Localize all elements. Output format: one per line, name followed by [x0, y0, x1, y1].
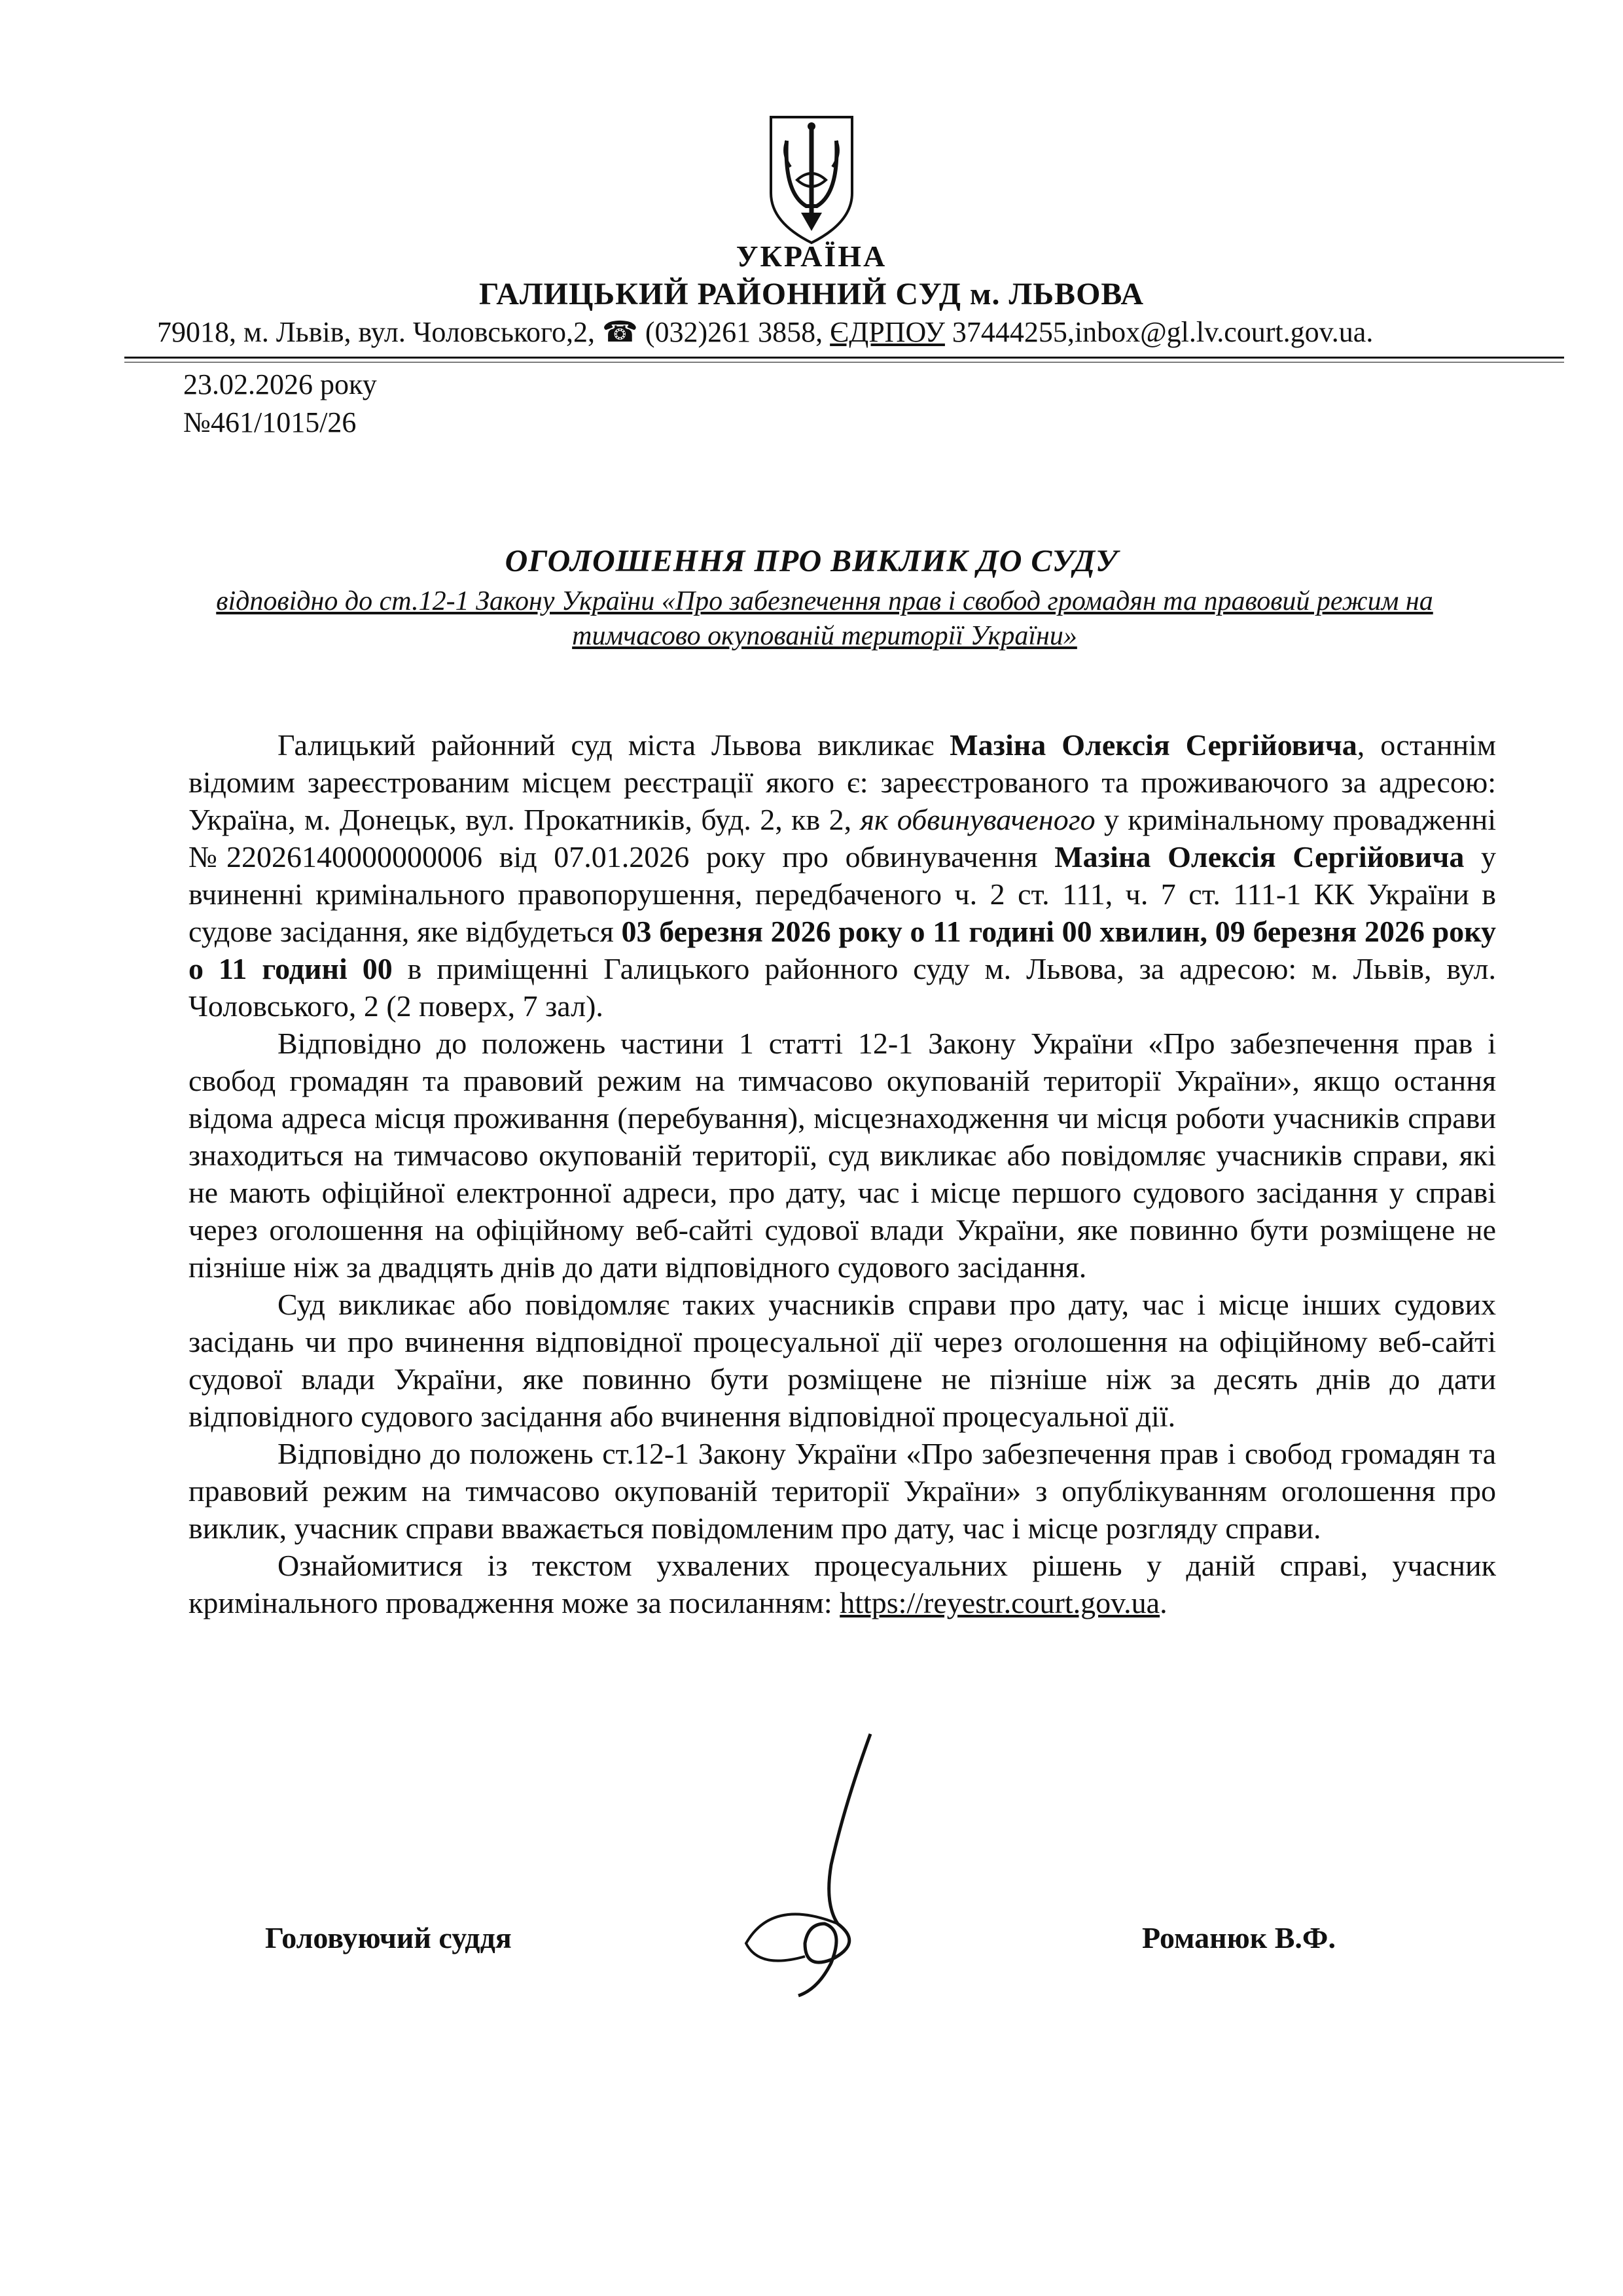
header-edrpou-email: 37444255,inbox@gl.lv.court.gov.ua. [944, 316, 1374, 348]
presiding-judge-name: Романюк В.Ф. [1142, 1921, 1336, 1954]
p1-text-g: у вчиненні кримінального правопорушення, передбаченого ч. 2 ст. 111, ч. 7 ст. 111-1 КК України в судове засідання, яке відбудеться [188, 840, 1496, 948]
p1-text-c: , останнім відомим зареєстрованим місцем реєстрації якого є: зареєстрованого та проживаючого за адресою: Україна, м. Донецьк, вул. Прокатників, буд. 2, кв 2, [188, 728, 1496, 836]
trident-coat-of-arms-icon [767, 115, 856, 245]
notice-body [188, 726, 1496, 1621]
header-divider [124, 357, 1564, 359]
header-phone: (032)261 3858, [645, 316, 830, 348]
p5-text-a: Ознайомитися із текстом ухвалених процесуальних рішень у даній справі, учасник кримінального провадження може за посиланням: [188, 1549, 1496, 1619]
p1-text-a: Галицький районний суд міста Львова викликає [277, 728, 950, 762]
paragraph-summons [188, 726, 1496, 1025]
notice-title: ОГОЛОШЕННЯ ПРО ВИКЛИК ДО СУДУ [505, 544, 1118, 578]
telephone-icon: ☎ [602, 316, 638, 348]
header-address: 79018, м. Львів, вул. Чоловського,2, [157, 316, 603, 348]
accused-name-2: Мазіна Олексія Сергійовича [1054, 840, 1465, 874]
accused-name: Мазіна Олексія Сергійовича [950, 728, 1357, 762]
registry-link[interactable]: https://reyestr.court.gov.ua [840, 1586, 1160, 1619]
paragraph-notification-effect: Відповідно до положень ст.12-1 Закону України «Про забезпечення прав і свобод громадян та правовий режим на тимчасово окупованій території України» з опублікуванням оголошення про виклик, учасник справи вважається повідомленим про дату, час і місце розгляду справи. [188, 1437, 1496, 1545]
p1-role: як обвинуваченого [860, 803, 1096, 836]
document-reg-number: №461/1015/26 [183, 406, 357, 438]
paragraph-law-reference: Відповідно до положень частини 1 статті 12-1 Закону України «Про забезпечення прав і свобод громадян та правовий режим на тимчасово окупованій території України», якщо остання відома адреса місця проживання (перебування), місцезнаходження чи місця роботи учасників справи знаходиться на тимчасово окупованій території, суд викликає або повідомляє учасників справи, які не мають офіційної електронної адреси, про дату, час і місце першого судового засідання у справі через оголошення на офіційному веб-сайті судової влади України, яке повинно бути розміщене не пізніше ніж за двадцять днів до дати відповідного судового засідання. [188, 1027, 1496, 1284]
header-court-name: ГАЛИЦЬКИЙ РАЙОННИЙ СУД м. ЛЬВОВА [478, 277, 1145, 311]
p1-text-e: у кримінальному провадженні №22026140000000006 від 07.01.2026 року про обвинувачення [188, 803, 1496, 874]
header-country: УКРАЇНА [736, 239, 887, 273]
notice-subtitle: відповідно до ст.12-1 Закону України «Про забезпечення прав і свобод громадян та правовий режим на тимчасово окупованій території України» [216, 586, 1433, 651]
paragraph-further-hearings: Суд викликає або повідомляє таких учасників справи про дату, час і місце інших судових засідань чи про вчинення відповідної процесуальної дії через оголошення на офіційному веб-сайті судової влади України, яке повинно бути розміщене не пізніше ніж за десять днів до дати відповідного судового засідання або вчинення відповідної процесуальної дії. [188, 1288, 1496, 1433]
paragraph-register-link [188, 1547, 1496, 1621]
presiding-judge-label: Головуючий суддя [265, 1921, 512, 1954]
header-contact-line [157, 315, 1551, 349]
document-date: 23.02.2026 року [183, 368, 377, 400]
hearing-dates: 03 березня 2026 року о 11 годині 00 хвилин, 09 березня 2026 року о 11 годині 00 [188, 915, 1497, 985]
header-edrpou-label: ЄДРПОУ [830, 316, 945, 348]
p1-text-i: в приміщенні Галицького районного суду м. Львова, за адресою: м. Львів, вул. Чоловського, 2 (2 поверх, 7 зал). [188, 952, 1496, 1023]
judge-signature [733, 1727, 903, 2002]
p5-text-b: . [1160, 1586, 1168, 1619]
